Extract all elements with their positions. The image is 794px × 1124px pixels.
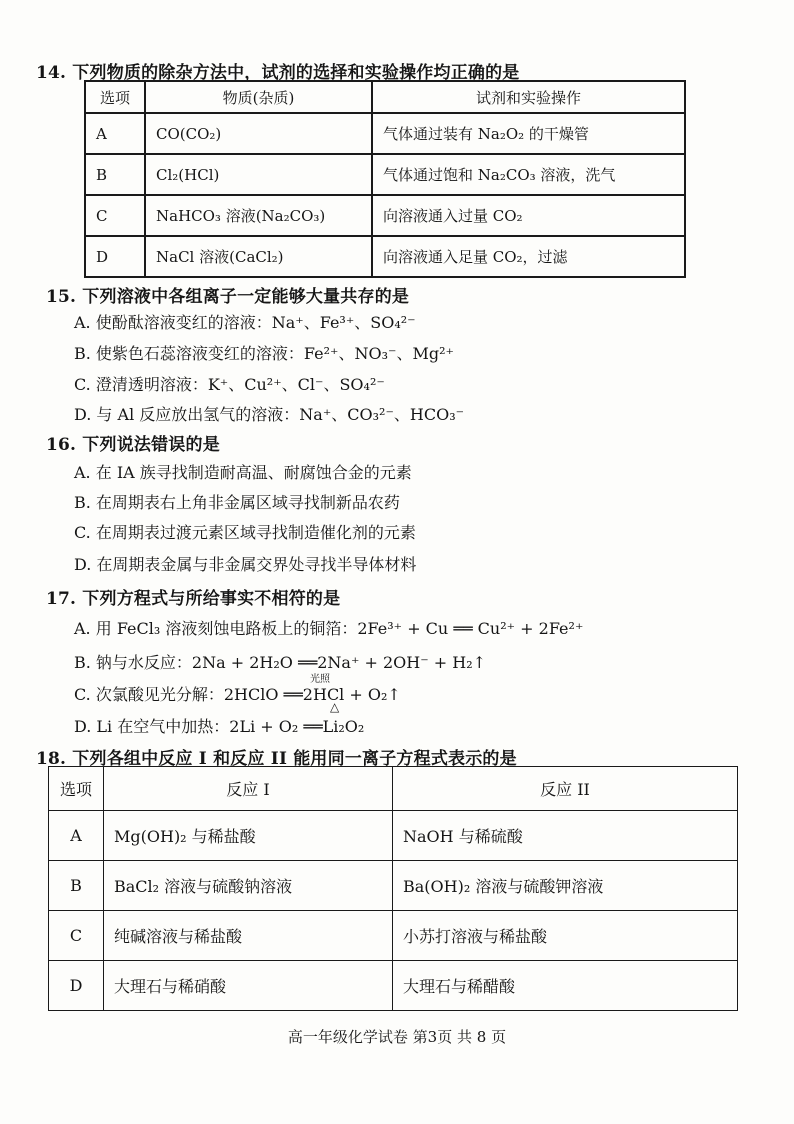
option-c: C. 澄清透明溶液：K⁺、Cu²⁺、Cl⁻、SO₄²⁻ [74, 375, 385, 394]
question-14-table [84, 80, 686, 278]
question-14-title: 14. 下列物质的除杂方法中，试剂的选择和实验操作均正确的是 [36, 63, 520, 83]
substance-cell: NaCl 溶液(CaCl₂) [145, 236, 372, 277]
reaction-condition-heat: △ [330, 700, 340, 714]
question-17-title: 17. 下列方程式与所给事实不相符的是 [46, 589, 341, 609]
option-letter: A [85, 113, 145, 154]
option-b: B. 使紫色石蕊溶液变红的溶液：Fe²⁺、NO₃⁻、Mg²⁺ [74, 344, 454, 363]
option-letter: C [85, 195, 145, 236]
table-row [49, 811, 738, 861]
question-15-title: 15. 下列溶液中各组离子一定能够大量共存的是 [46, 287, 410, 307]
table-row [85, 154, 685, 195]
table-row [49, 911, 738, 961]
option-d: D. 与 Al 反应放出氢气的溶液：Na⁺、CO₃²⁻、HCO₃⁻ [74, 405, 465, 424]
reaction-ii-cell: Ba(OH)₂ 溶液与硫酸钾溶液 [393, 861, 738, 911]
option-letter: B [49, 861, 104, 911]
option-b: B. 钠与水反应：2Na + 2H₂O ══2Na⁺ + 2OH⁻ + H₂↑ [74, 653, 487, 672]
question-16-title: 16. 下列说法错误的是 [46, 435, 220, 455]
option-letter: C [49, 911, 104, 961]
reagent-cell: 气体通过装有 Na₂O₂ 的干燥管 [372, 113, 685, 154]
reaction-i-cell: 大理石与稀硝酸 [104, 961, 393, 1011]
table-row [85, 113, 685, 154]
reaction-ii-cell: 小苏打溶液与稀盐酸 [393, 911, 738, 961]
option-c: C. 在周期表过渡元素区域寻找制造催化剂的元素 [74, 523, 416, 542]
substance-cell: Cl₂(HCl) [145, 154, 372, 195]
option-letter: A [49, 811, 104, 861]
question-18-title: 18. 下列各组中反应 I 和反应 II 能用同一离子方程式表示的是 [36, 749, 517, 769]
option-a: A. 在 IA 族寻找制造耐高温、耐腐蚀合金的元素 [74, 463, 412, 482]
substance-cell: NaHCO₃ 溶液(Na₂CO₃) [145, 195, 372, 236]
reagent-cell: 向溶液通入足量 CO₂，过滤 [372, 236, 685, 277]
table-header-cell: 选项 [85, 81, 145, 113]
table-header-row [85, 81, 685, 113]
table-row [49, 861, 738, 911]
reaction-i-cell: Mg(OH)₂ 与稀盐酸 [104, 811, 393, 861]
option-c: C. 次氯酸见光分解：2HClO ══2HCl + O₂↑ [74, 685, 401, 704]
table-row [85, 195, 685, 236]
table-header-cell: 试剂和实验操作 [372, 81, 685, 113]
reagent-cell: 气体通过饱和 Na₂CO₃ 溶液，洗气 [372, 154, 685, 195]
option-d: D. Li 在空气中加热：2Li + O₂ ══Li₂O₂ [74, 717, 365, 736]
question-18-table [48, 766, 738, 1011]
option-a: A. 使酚酞溶液变红的溶液：Na⁺、Fe³⁺、SO₄²⁻ [74, 313, 416, 332]
substance-cell: CO(CO₂) [145, 113, 372, 154]
table-header-row [49, 767, 738, 811]
option-a: A. 用 FeCl₃ 溶液刻蚀电路板上的铜箔：2Fe³⁺ + Cu ══ Cu²⁺ + 2Fe²⁺ [74, 619, 584, 638]
option-letter: D [49, 961, 104, 1011]
option-letter: B [85, 154, 145, 195]
page-footer: 高一年级化学试卷 第3页 共 8 页 [287, 1028, 507, 1046]
table-row [49, 961, 738, 1011]
reaction-i-cell: 纯碱溶液与稀盐酸 [104, 911, 393, 961]
reagent-cell: 向溶液通入过量 CO₂ [372, 195, 685, 236]
table-header-cell: 物质(杂质) [145, 81, 372, 113]
table-row [85, 236, 685, 277]
table-header-cell: 选项 [49, 767, 104, 811]
reaction-i-cell: BaCl₂ 溶液与硫酸钠溶液 [104, 861, 393, 911]
reaction-condition-light: 光照 [310, 674, 330, 685]
option-d: D. 在周期表金属与非金属交界处寻找半导体材料 [74, 555, 417, 574]
table-header-cell: 反应 I [104, 767, 393, 811]
option-letter: D [85, 236, 145, 277]
option-b: B. 在周期表右上角非金属区域寻找制新品农药 [74, 493, 400, 512]
reaction-ii-cell: NaOH 与稀硫酸 [393, 811, 738, 861]
reaction-ii-cell: 大理石与稀醋酸 [393, 961, 738, 1011]
table-header-cell: 反应 II [393, 767, 738, 811]
